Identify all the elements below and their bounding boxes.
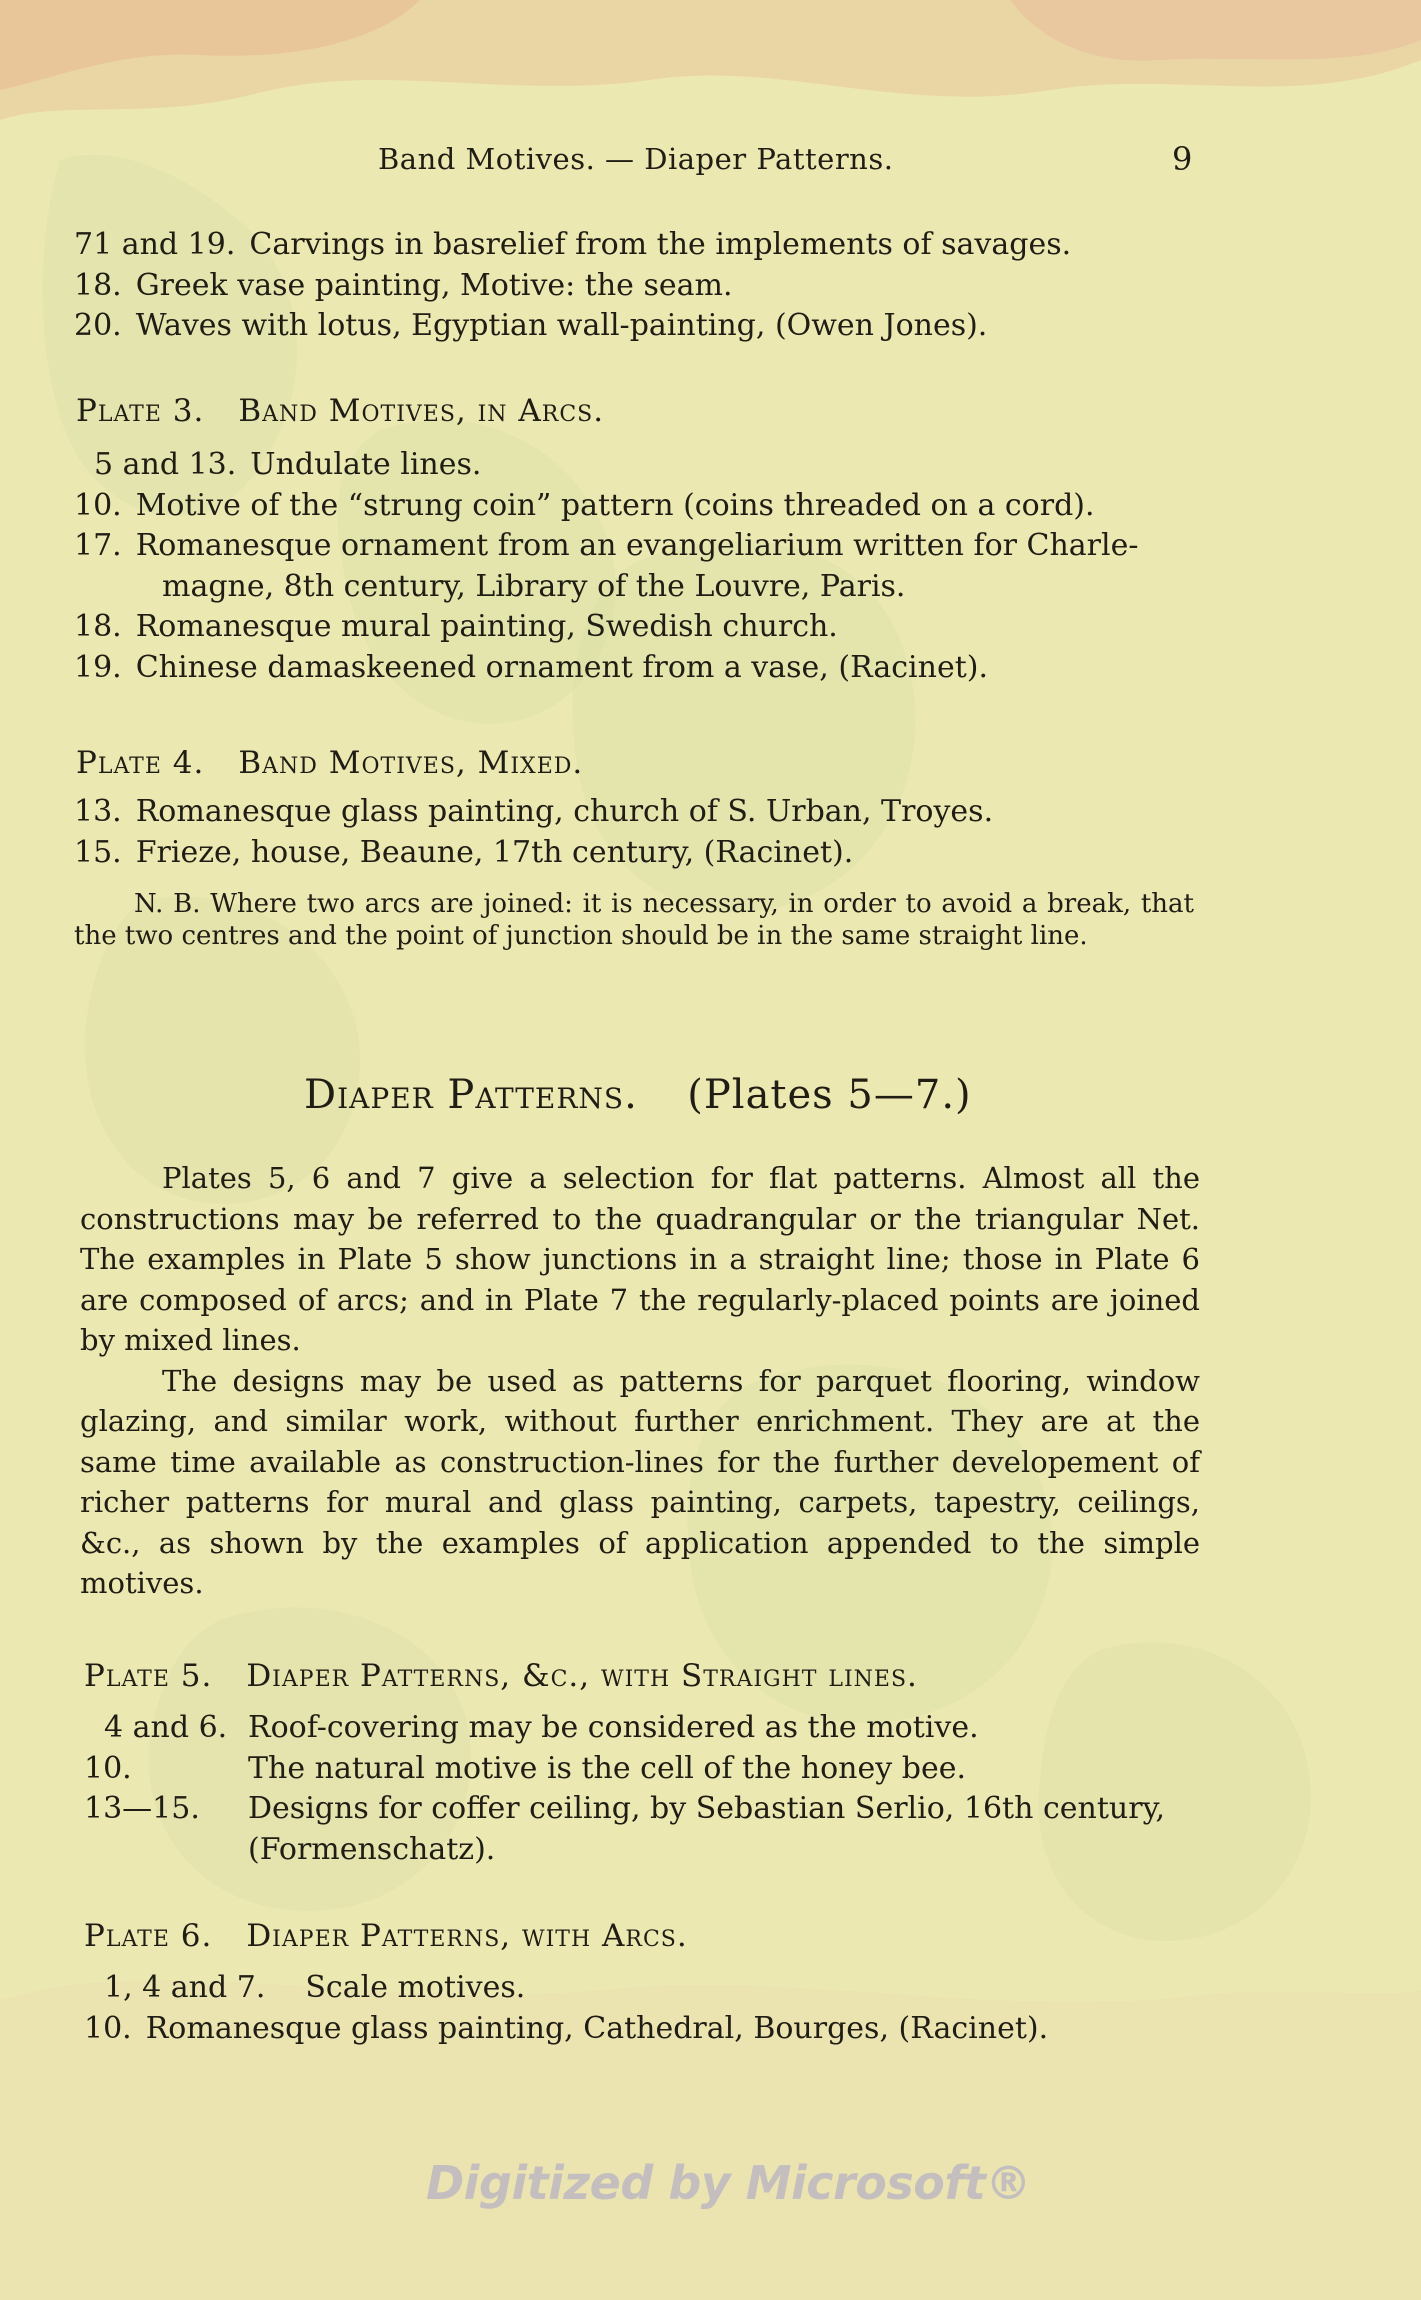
plate4-list — [74, 792, 1204, 873]
list-item — [74, 607, 1204, 648]
item-number: 5 and 13. — [94, 447, 237, 482]
list-item — [84, 1749, 1204, 1790]
item-number: 13. — [74, 794, 122, 829]
list-item — [74, 306, 1204, 347]
running-head: Band Motives. — Diaper Patterns. — [378, 142, 894, 176]
plate6-label: Plate 6. — [84, 1918, 213, 1954]
page-number: 9 — [1172, 140, 1193, 178]
plate4-label: Plate 4. — [76, 745, 205, 781]
list-item — [84, 1708, 1204, 1749]
item-text: Scale motives. — [305, 1970, 526, 2005]
plate6-list — [84, 1968, 1214, 2049]
list-item — [74, 792, 1204, 833]
item-text: Chinese damaskeened ornament from a vase, (Racinet). — [135, 649, 988, 685]
body-text — [80, 1158, 1200, 1604]
item-text: (Formenschatz). — [248, 1831, 496, 1867]
item-number: 4 and 6. — [104, 1710, 228, 1745]
plate4-title: Band Motives, Mixed. — [238, 745, 584, 781]
item-text: Romanesque glass painting, Cathedral, Bourges, (Racinet). — [145, 2010, 1049, 2046]
list-item — [74, 526, 1204, 567]
plate3-label: Plate 3. — [76, 393, 205, 429]
section-title: Diaper Patterns. — [304, 1072, 638, 1118]
item-number: 10. — [84, 1750, 132, 1786]
section-heading — [304, 1072, 972, 1118]
plate2-continued-list — [74, 225, 1204, 347]
list-item — [74, 445, 1204, 486]
plate3-title: Band Motives, in Arcs. — [238, 393, 605, 429]
list-item-continuation — [74, 567, 1204, 608]
item-text: Motive of the “strung coin” pattern (coins threaded on a cord). — [135, 487, 1095, 523]
plate3-heading — [76, 393, 604, 429]
note-text: N. B. Where two arcs are joined: it is necessary, in order to avoid a break, that the two centres and the point of junction should be in the same straight line. — [74, 889, 1194, 951]
item-text: Waves with lotus, Egyptian wall-painting, (Owen Jones). — [135, 308, 988, 343]
plate5-list — [84, 1708, 1204, 1870]
item-number: 18. — [74, 609, 122, 644]
item-text: Undulate lines. — [250, 447, 482, 482]
list-item — [84, 1789, 1204, 1830]
item-text: Greek vase painting, Motive: the seam. — [135, 267, 733, 303]
section-plates-ref: (Plates 5—7.) — [687, 1072, 972, 1118]
list-item — [74, 648, 1204, 689]
plate5-heading — [84, 1658, 918, 1694]
plate6-heading — [84, 1918, 688, 1954]
item-number: 10. — [74, 487, 122, 523]
list-item — [84, 1968, 1214, 2009]
plate6-title: Diaper Patterns, with Arcs. — [246, 1918, 688, 1954]
item-number: 17. — [74, 528, 122, 563]
item-text: The natural motive is the cell of the honey bee. — [248, 1750, 966, 1786]
plate5-title: Diaper Patterns, &c., with Straight lines. — [246, 1658, 918, 1694]
list-item — [84, 2009, 1214, 2050]
item-number: 19. — [74, 649, 122, 685]
list-item — [74, 266, 1204, 307]
item-number: 1, 4 and 7. — [104, 1970, 266, 2005]
item-text: magne, 8th century, Library of the Louvre, Paris. — [162, 568, 906, 604]
item-number: 13—15. — [84, 1791, 200, 1826]
item-number: 20. — [74, 308, 122, 343]
plate5-label: Plate 5. — [84, 1658, 213, 1694]
item-text: Romanesque glass painting, church of S. Urban, Troyes. — [135, 794, 994, 829]
item-number: 15. — [74, 834, 122, 870]
item-number: 10. — [84, 2010, 132, 2046]
item-number: 18. — [74, 267, 122, 303]
list-item — [74, 225, 1204, 266]
item-text: Designs for coffer ceiling, by Sebastian Serlio, 16th century, — [248, 1791, 1166, 1826]
plate4-heading — [76, 745, 583, 781]
list-item — [74, 486, 1204, 527]
note-nb — [74, 888, 1194, 952]
item-text: Frieze, house, Beaune, 17th century, (Racinet). — [135, 834, 854, 870]
item-number: 71 and 19. — [74, 227, 236, 262]
item-text: Romanesque mural painting, Swedish church. — [135, 609, 838, 644]
list-item — [74, 833, 1204, 874]
plate3-list — [74, 445, 1204, 688]
digitization-watermark: Digitized by Microsoft® — [426, 2156, 1031, 2210]
paragraph: The designs may be used as patterns for parquet flooring, window glazing, and similar work, without further enrichment. They are at the same time available as construction-lines for the further developement of richer patterns for mural and glass painting, carpets, tapestry, ceilings, &c., as shown by the examples of application appended to the simple motives. — [80, 1363, 1200, 1600]
item-text: Romanesque ornament from an evangeliarium written for Charle- — [135, 528, 1139, 563]
item-text: Carvings in basrelief from the implements of savages. — [249, 227, 1072, 262]
list-item-continuation — [84, 1830, 1204, 1871]
paragraph: Plates 5, 6 and 7 give a selection for flat patterns. Almost all the constructions may be referred to the quadrangular or the triangular Net. The examples in Plate 5 show junctions in a straight line; those in Plate 6 are composed of arcs; and in Plate 7 the regularly-placed points are joined by mixed lines. — [80, 1161, 1200, 1357]
item-text: Roof-covering may be considered as the motive. — [248, 1710, 979, 1745]
